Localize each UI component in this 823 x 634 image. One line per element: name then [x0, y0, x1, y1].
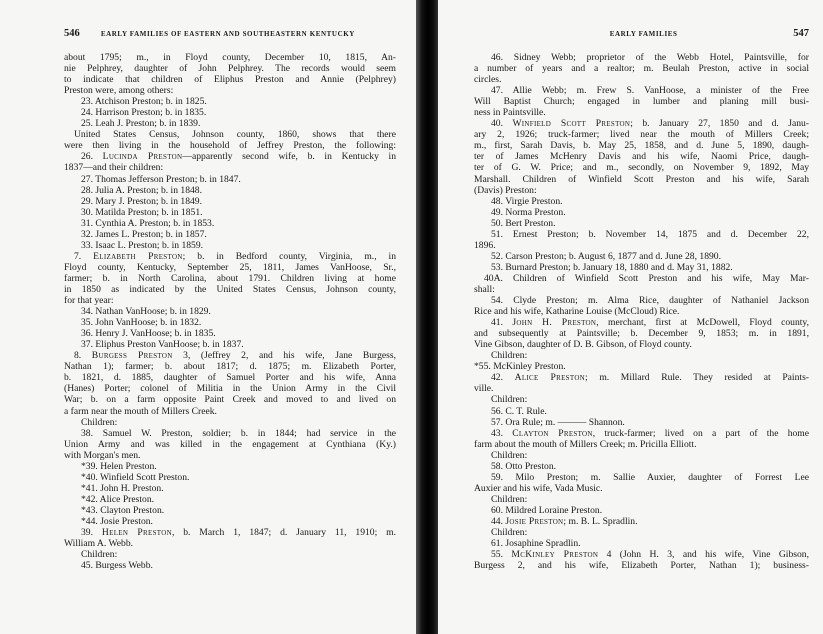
- line-text: Children:: [491, 493, 528, 505]
- left-page-number: 546: [64, 28, 80, 39]
- text-line: [64, 317, 396, 328]
- text-line: [64, 262, 396, 273]
- line-text: 28. Julia A. Preston; b. in 1848.: [81, 184, 202, 196]
- text-line: [474, 262, 809, 273]
- line-text: 3, (Jeffrey 2, and his wife, Jane Burgess,: [172, 350, 396, 362]
- line-text: and subsequently at Paintsville; b. December 9, 1853; m. in 1891,: [474, 328, 809, 340]
- entry-name: Helen Preston: [101, 527, 172, 539]
- line-text: Burgess 2, and his wife, Elizabeth Porter, Nathan 1); business-: [474, 560, 809, 572]
- text-line: [64, 538, 396, 549]
- line-text: 44.: [491, 515, 506, 527]
- text-line: [474, 63, 809, 74]
- text-line: [64, 494, 396, 505]
- line-text: 32. James L. Preston; b. in 1857.: [81, 228, 207, 240]
- text-line: [64, 251, 396, 262]
- entry-name: Josie Preston: [505, 515, 564, 527]
- text-line: [474, 185, 809, 196]
- line-text: ; m. Millard Rule. They resided at Paints-: [585, 372, 809, 384]
- line-text: 41.: [491, 317, 513, 329]
- line-text: Children:: [491, 394, 528, 406]
- text-line: [474, 461, 809, 472]
- text-line: [474, 472, 809, 483]
- text-line: [64, 151, 396, 162]
- text-line: [474, 383, 809, 394]
- line-text: ; b. in Bedford county, Virginia, m., in: [182, 250, 396, 262]
- line-text: 53. Burnard Preston; b. January 18, 1880 and d. May 31, 1882.: [491, 261, 733, 273]
- line-text: 60. Mildred Loraine Preston.: [491, 504, 603, 516]
- line-text: b. 1821, d. 1885, daughter of Samuel Porter and his wife, Anna: [64, 372, 396, 384]
- text-line: [64, 229, 396, 240]
- line-text: 40.: [491, 118, 513, 130]
- text-line: [64, 483, 396, 494]
- line-text: 7.: [74, 250, 94, 262]
- right-page-number: 547: [793, 28, 809, 39]
- line-text: ; b. January 27, 1850 and d. Janu-: [630, 118, 809, 130]
- text-line: [64, 350, 396, 361]
- text-line: [474, 218, 809, 229]
- line-text: 39.: [81, 527, 102, 539]
- line-text: 40A. Children of Winfield Scott Preston and his wife, May Mar-: [484, 272, 809, 284]
- line-text: 59. Milo Preston; m. Sallie Auxier, daughter of Forrest Lee: [491, 471, 809, 483]
- line-text: 50. Bert Preston.: [491, 217, 556, 229]
- text-line: [474, 207, 809, 218]
- line-text: 45. Burgess Webb.: [81, 560, 153, 572]
- line-text: , b. March 1, 1847; d. January 11, 1910; m.: [171, 527, 396, 539]
- text-line: [474, 538, 809, 549]
- text-line: [64, 428, 396, 439]
- text-line: [64, 63, 396, 74]
- text-line: [474, 516, 809, 527]
- entry-name: McKinley Preston: [511, 549, 599, 561]
- line-text: about 1795; m., in Floyd county, December 10, 1815, An-: [64, 52, 396, 63]
- line-text: Union Army and was killed in the engagement at Cynthiana (Ky.): [64, 438, 396, 450]
- line-text: 51. Ernest Preston; b. November 14, 1875 and d. December 22,: [491, 228, 809, 240]
- text-line: [64, 74, 396, 85]
- text-line: [64, 284, 396, 295]
- line-text: 42.: [491, 372, 515, 384]
- line-text: 29. Mary J. Preston; b. in 1849.: [81, 195, 202, 207]
- line-text: William A. Webb.: [64, 538, 134, 550]
- text-line: [474, 339, 809, 350]
- line-text: 1837—and their children:: [64, 162, 164, 174]
- line-text: 23. Atchison Preston; b. in 1825.: [81, 96, 207, 108]
- line-text: Will Baptist Church; engaged in lumber and planing mill busi-: [474, 96, 809, 108]
- text-line: [64, 472, 396, 483]
- text-line: [474, 251, 809, 262]
- line-text: ; m. B. L. Spradlin.: [563, 515, 638, 527]
- line-text: ter of G. W. Price; and m., secondly, on November 9, 1892, May: [474, 162, 809, 174]
- text-line: [64, 174, 396, 185]
- text-line: [474, 74, 809, 85]
- line-text: for that year:: [64, 295, 114, 307]
- text-line: [64, 185, 396, 196]
- line-text: farm about the mouth of Millers Creek; m. Pricilla Elliott.: [474, 438, 697, 450]
- line-text: Children:: [81, 416, 118, 428]
- text-line: [474, 118, 809, 129]
- text-line: [474, 560, 809, 571]
- text-line: [64, 450, 396, 461]
- text-line: [64, 383, 396, 394]
- text-line: [64, 240, 396, 251]
- line-text: nie Pelphrey, daughter of John Pelphrey. The records would seem: [64, 63, 396, 75]
- line-text: 30. Matilda Preston; b. in 1851.: [81, 206, 203, 218]
- line-text: in 1850 as indicated by the United States Census, Johnson county,: [64, 283, 396, 295]
- text-line: [64, 417, 396, 428]
- line-text: Vine Gibson, daughter of D. B. Gibson, of Floyd county.: [474, 339, 692, 351]
- text-line: [474, 129, 809, 140]
- text-line: [64, 439, 396, 450]
- text-line: [64, 372, 396, 383]
- line-text: 52. Carson Preston; b. August 6, 1877 and d. June 28, 1890.: [491, 250, 721, 262]
- line-text: with Morgan's men.: [64, 449, 141, 461]
- text-line: [474, 317, 809, 328]
- line-text: 35. John VanHoose; b. in 1832.: [81, 317, 202, 329]
- text-line: [64, 162, 396, 173]
- line-text: 43.: [491, 427, 513, 439]
- text-line: [474, 549, 809, 560]
- text-line: [474, 284, 809, 295]
- left-running-head: EARLY FAMILIES OF EASTERN AND SOUTHEASTERN KENTUCKY: [100, 30, 355, 38]
- text-line: [474, 494, 809, 505]
- line-text: ville.: [474, 383, 494, 395]
- text-line: [64, 140, 396, 151]
- line-text: circles.: [474, 74, 502, 86]
- line-text: 34. Nathan VanHoose; b. in 1829.: [81, 306, 211, 318]
- text-line: [474, 162, 809, 173]
- line-text: 25. Leah J. Preston; b. in 1839.: [81, 118, 201, 130]
- text-line: [64, 85, 396, 96]
- line-text: Marshall. Children of Winfield Scott Preston and his wife, Sarah: [474, 173, 809, 185]
- line-text: 24. Harrison Preston; b. in 1835.: [81, 107, 207, 119]
- entry-name: Burgess Preston: [91, 350, 173, 362]
- text-line: [64, 406, 396, 417]
- line-text: *41. John H. Preston.: [81, 482, 164, 494]
- text-line: [474, 361, 809, 372]
- line-text: *42. Alice Preston.: [81, 493, 155, 505]
- text-line: [64, 52, 396, 63]
- text-line: [64, 273, 396, 284]
- text-line: [64, 461, 396, 472]
- line-text: ary 2, 1926; truck-farmer; lived near the mouth of Millers Creek;: [474, 129, 809, 141]
- text-line: [474, 505, 809, 516]
- line-text: 48. Virgie Preston.: [491, 195, 563, 207]
- text-line: [474, 394, 809, 405]
- text-line: [474, 85, 809, 96]
- line-text: Auxier and his wife, Vada Music.: [474, 482, 603, 494]
- line-text: 55.: [491, 549, 512, 561]
- text-line: [64, 328, 396, 339]
- text-line: [474, 428, 809, 439]
- line-text: *40. Winfield Scott Preston.: [81, 471, 190, 483]
- line-text: a farm near the mouth of Millers Creek.: [64, 405, 217, 417]
- line-text: Children:: [491, 350, 528, 362]
- line-text: a number of years and a realtor; m. Beulah Preston, active in social: [474, 63, 809, 75]
- line-text: 37. Eliphus Preston VanHoose; b. in 1837.: [81, 339, 244, 351]
- text-line: [64, 505, 396, 516]
- line-text: *39. Helen Preston.: [81, 460, 157, 472]
- text-line: [474, 96, 809, 107]
- text-line: [474, 450, 809, 461]
- line-text: Rice and his wife, Katharine Louise (McCloud) Rice.: [474, 306, 680, 318]
- text-line: [474, 240, 809, 251]
- line-text: shall:: [474, 283, 495, 295]
- text-line: [474, 107, 809, 118]
- line-text: 47. Allie Webb; m. Frew S. VanHoose, a minister of the Free: [491, 85, 809, 97]
- right-page: [438, 0, 823, 634]
- text-line: [474, 350, 809, 361]
- right-page-header: [474, 28, 809, 48]
- line-text: were then living in the household of Jeffrey Preston, the following:: [64, 140, 396, 152]
- line-text: Nathan 1); farmer; b. about 1817; d. 1875; m. Elizabeth Porter,: [64, 361, 396, 373]
- line-text: ness in Paintsville.: [474, 107, 546, 119]
- line-text: , truck-farmer; lived on a part of the home: [592, 427, 809, 439]
- text-line: [64, 361, 396, 372]
- text-line: [64, 339, 396, 350]
- text-line: [474, 229, 809, 240]
- line-text: (Davis) Preston:: [474, 184, 537, 196]
- line-text: 36. Henry J. VanHoose; b. in 1835.: [81, 328, 216, 340]
- text-line: [474, 306, 809, 317]
- line-text: 31. Cynthia A. Preston; b. in 1853.: [81, 217, 215, 229]
- line-text: —apparently second wife, b. in Kentucky in: [182, 151, 396, 163]
- line-text: 26.: [81, 151, 103, 163]
- line-text: 27. Thomas Jefferson Preston; b. in 1847.: [81, 173, 241, 185]
- line-text: 56. C. T. Rule.: [491, 405, 547, 417]
- line-text: *55. McKinley Preston.: [474, 361, 566, 373]
- text-line: [474, 295, 809, 306]
- line-text: 8.: [74, 350, 92, 362]
- line-text: , merchant, first at McDowell, Floyd county,: [596, 317, 809, 329]
- text-line: [64, 218, 396, 229]
- text-line: [474, 406, 809, 417]
- entry-name: Elizabeth Preston: [93, 250, 183, 262]
- entry-name: Lucinda Preston: [102, 151, 183, 163]
- line-text: United States Census, Johnson county, 1860, shows that there: [74, 129, 396, 141]
- left-page-body: [64, 52, 396, 571]
- entry-name: Clayton Preston: [512, 427, 593, 439]
- text-line: [474, 328, 809, 339]
- text-line: [474, 52, 809, 63]
- line-text: Preston were, among others:: [64, 85, 174, 97]
- text-line: [474, 483, 809, 494]
- entry-name: John H. Preston: [512, 317, 597, 329]
- entry-name: Alice Preston: [514, 372, 586, 384]
- text-line: [64, 516, 396, 527]
- line-text: War; b. on a farm opposite Paint Creek and moved to and lived on: [64, 394, 396, 406]
- entry-name: Winfield Scott Preston: [512, 118, 631, 130]
- line-text: 46. Sidney Webb; proprietor of the Webb Hotel, Paintsville, for: [491, 52, 809, 63]
- text-line: [474, 417, 809, 428]
- text-line: [474, 196, 809, 207]
- text-line: [474, 439, 809, 450]
- line-text: 33. Isaac L. Preston; b. in 1859.: [81, 239, 204, 251]
- left-page-header: [64, 28, 396, 48]
- line-text: ter of James McHenry Davis and his wife, Naomi Price, daugh-: [474, 151, 809, 163]
- line-text: Children:: [81, 549, 118, 561]
- line-text: m., first, Sarah Davis, b. May 25, 1858, and d. June 5, 1890, daugh-: [474, 140, 809, 152]
- text-line: [64, 560, 396, 571]
- text-line: [474, 151, 809, 162]
- line-text: 49. Norma Preston.: [491, 206, 566, 218]
- right-running-head: EARLY FAMILIES: [609, 30, 678, 38]
- line-text: 4 (John H. 3, and his wife, Vine Gibson,: [598, 549, 809, 561]
- line-text: 58. Otto Preston.: [491, 460, 557, 472]
- text-line: [64, 207, 396, 218]
- line-text: Floyd county, Kentucky, September 25, 1811, James VanHoose, Sr.,: [64, 261, 396, 273]
- text-line: [64, 295, 396, 306]
- text-line: [64, 129, 396, 140]
- text-line: [474, 140, 809, 151]
- line-text: *43. Clayton Preston.: [81, 504, 165, 516]
- text-line: [474, 527, 809, 538]
- text-line: [64, 394, 396, 405]
- line-text: 57. Ora Rule; m. ——— Shannon.: [491, 416, 625, 428]
- text-line: [474, 372, 809, 383]
- text-line: [64, 306, 396, 317]
- line-text: (Hanes) Porter; colonel of Militia in the Union Army in the Civil: [64, 383, 396, 395]
- line-text: Children:: [491, 449, 528, 461]
- text-line: [64, 118, 396, 129]
- text-line: [64, 107, 396, 118]
- line-text: to indicate that children of Eliphus Preston and Annie (Pelphrey): [64, 74, 396, 86]
- line-text: 1896.: [474, 239, 496, 251]
- line-text: 38. Samuel W. Preston, soldier; b. in 1844; had service in the: [81, 427, 396, 439]
- text-line: [474, 273, 809, 284]
- line-text: farmer; b. in North Carolina, about 1791. Children living at home: [64, 272, 396, 284]
- text-line: [64, 549, 396, 560]
- line-text: Children:: [491, 527, 528, 539]
- line-text: 61. Josaphine Spradlin.: [491, 538, 581, 550]
- text-line: [474, 174, 809, 185]
- text-line: [64, 96, 396, 107]
- text-line: [64, 527, 396, 538]
- text-line: [64, 196, 396, 207]
- line-text: 54. Clyde Preston; m. Alma Rice, daughter of Nathaniel Jackson: [491, 295, 809, 307]
- line-text: *44. Josie Preston.: [81, 515, 153, 527]
- right-page-body: [474, 52, 809, 571]
- book-gutter: [416, 0, 440, 634]
